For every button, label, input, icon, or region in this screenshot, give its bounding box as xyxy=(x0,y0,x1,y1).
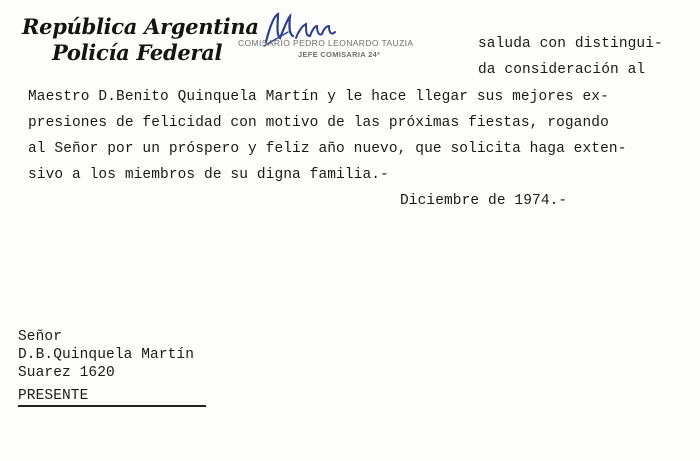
body-line-3: Maestro D.Benito Quinquela Martín y le hace llegar sus mejores ex- xyxy=(28,89,609,105)
presente-underline xyxy=(18,405,206,407)
stamp-name: COMISARIO PEDRO LEONARDO TAUZIA xyxy=(238,38,414,48)
letter-date: Diciembre de 1974.- xyxy=(400,193,568,209)
body-line-5: al Señor por un próspero y feliz año nuevo, que solicita haga exten- xyxy=(28,141,627,157)
letterhead-republica: República Argentina xyxy=(22,14,259,39)
address-name: D.B.Quinquela Martín xyxy=(18,347,195,363)
address-salutation: Señor xyxy=(18,329,63,345)
body-line-4: presiones de felicidad con motivo de las próximas fiestas, rogando xyxy=(28,115,609,131)
address-street: Suarez 1620 xyxy=(18,365,115,381)
stamp-title: JEFE COMISARIA 24ª xyxy=(298,50,381,59)
body-line-2: da consideración al xyxy=(478,62,646,78)
address-presente: PRESENTE xyxy=(18,388,89,404)
body-line-1: saluda con distingui- xyxy=(478,36,663,52)
body-line-6: sivo a los miembros de su digna familia.- xyxy=(28,167,389,183)
letterhead-policia: Policía Federal xyxy=(52,40,223,65)
